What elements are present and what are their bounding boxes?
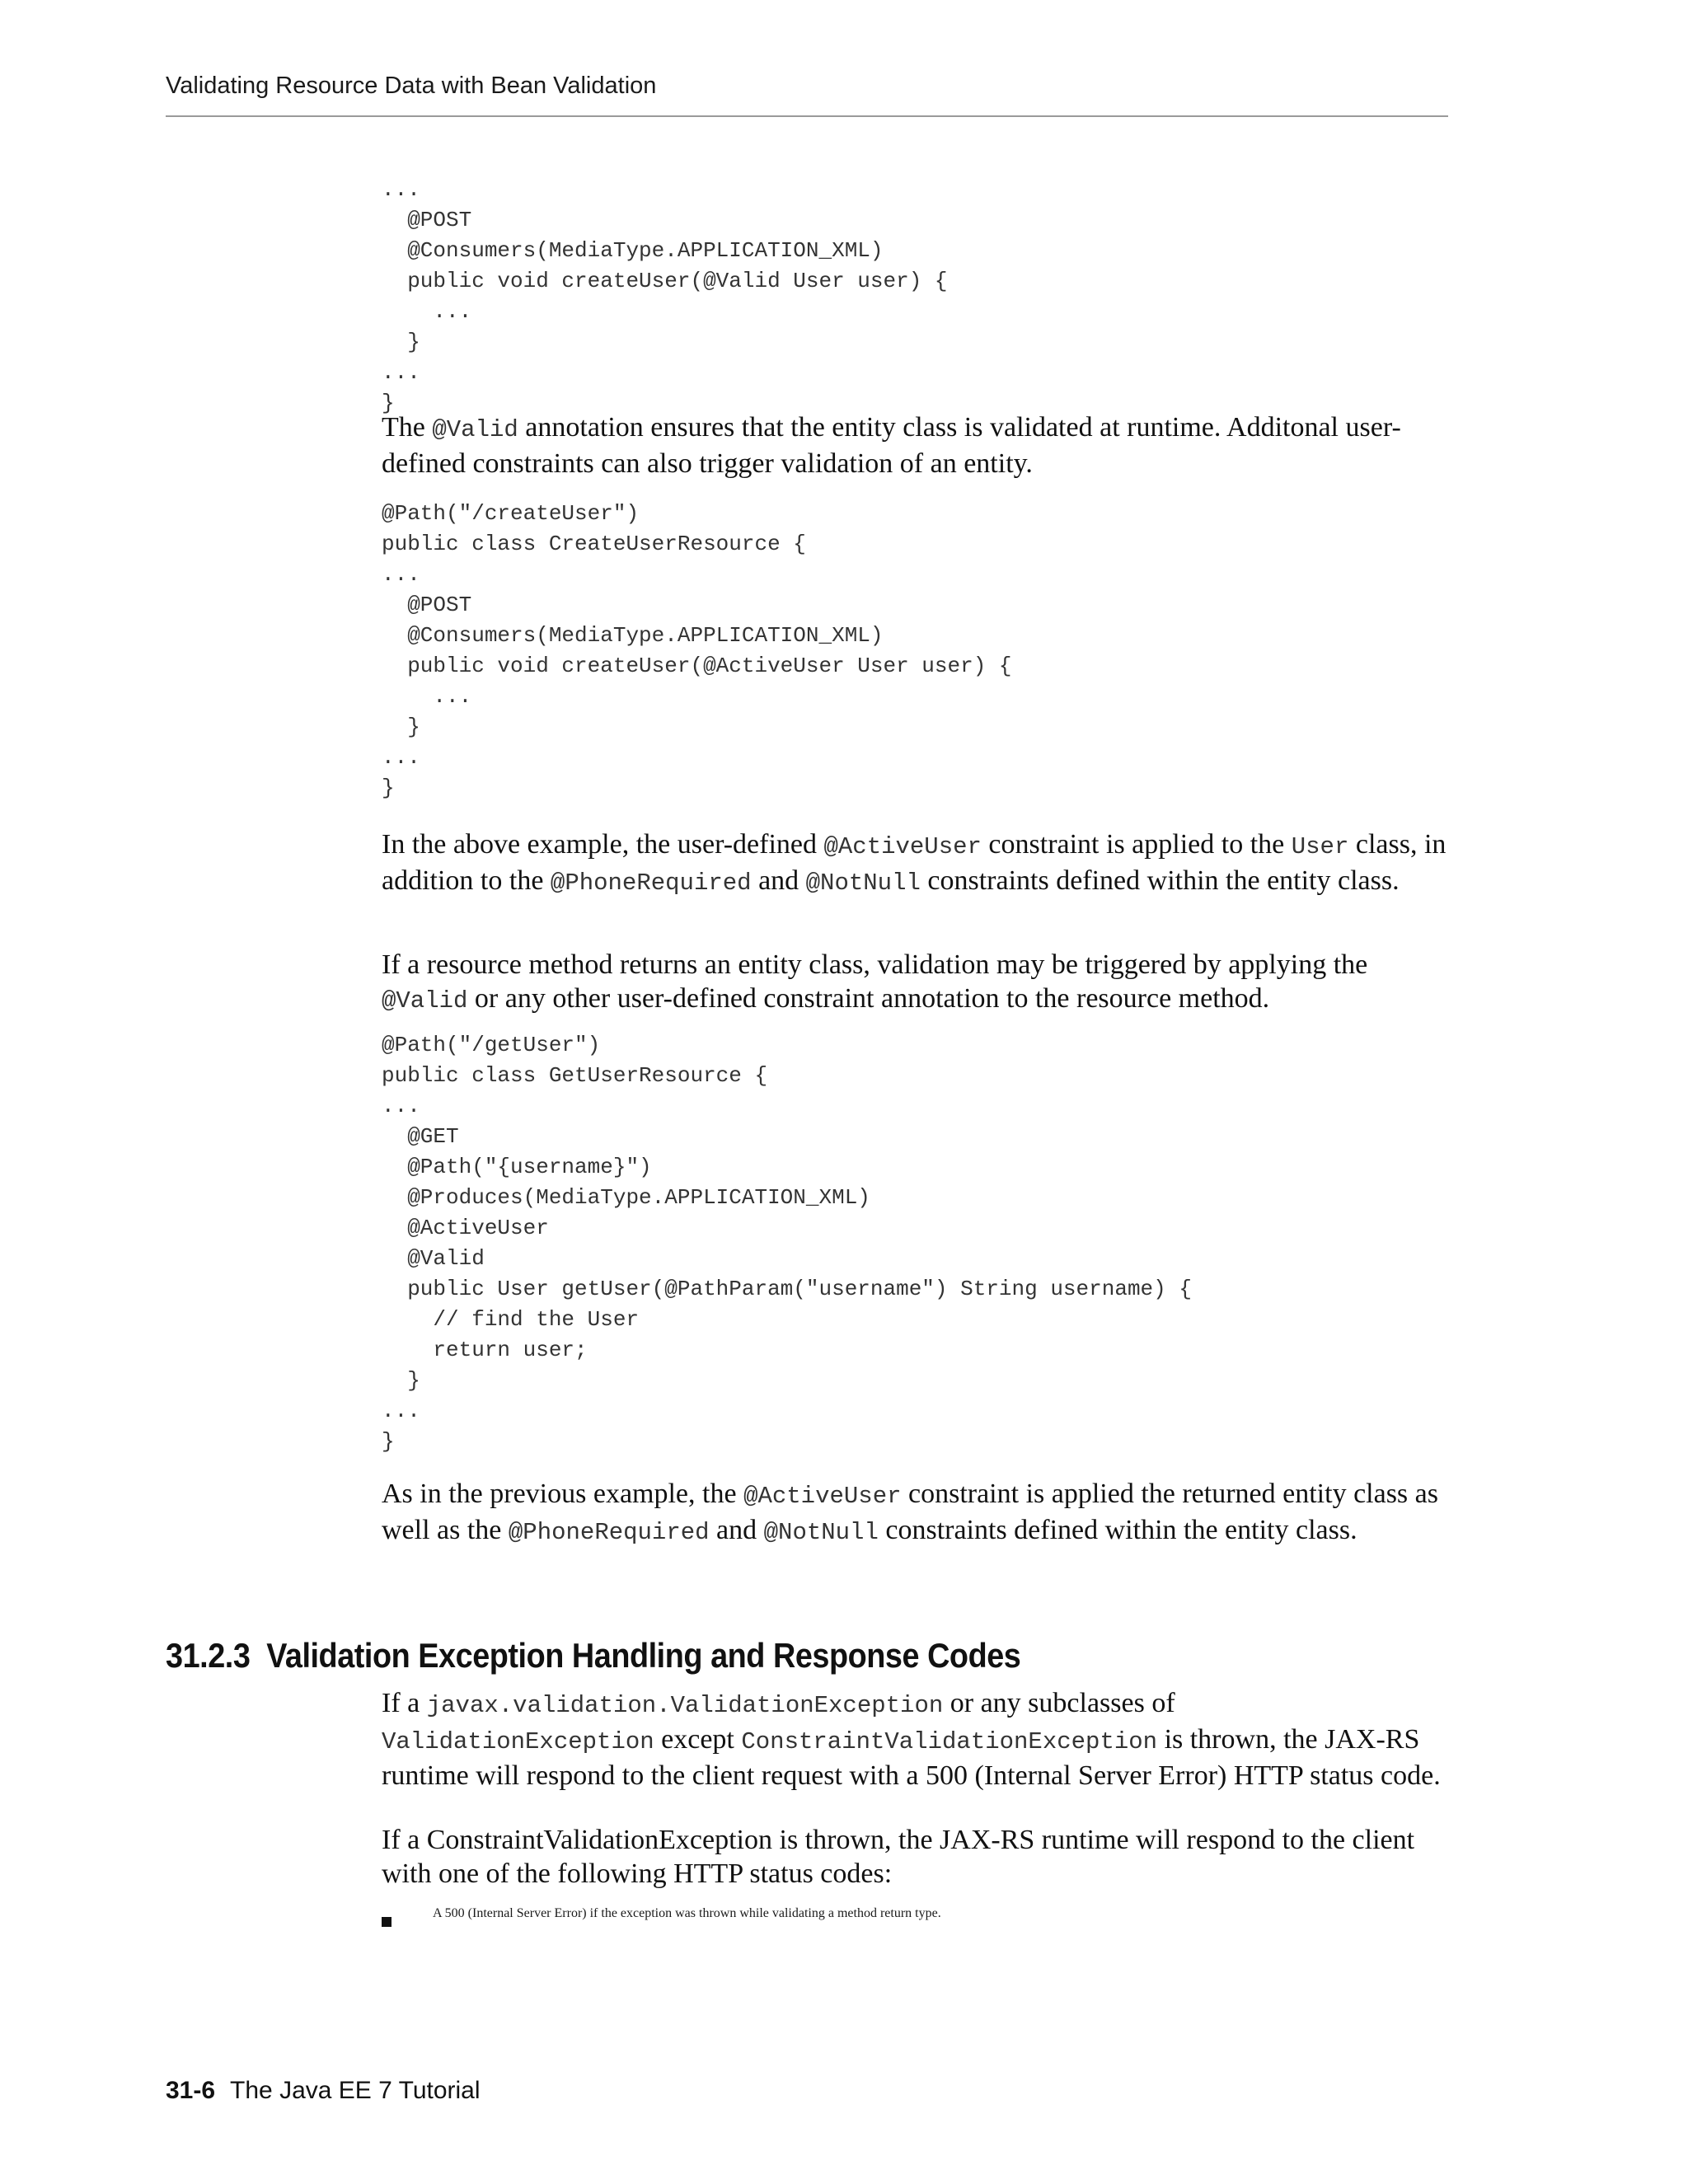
text-run: class, in addition to the	[382, 829, 1447, 896]
paragraph-previous-example	[382, 1477, 1453, 1549]
code-block-create-user-valid: ... @POST @Consumers(MediaType.APPLICATION_XML) public void createUser(@Valid User user) { ... } ... }	[382, 177, 948, 415]
text-run: If a resource method returns an entity class, validation may be triggered by applying the	[382, 949, 1368, 980]
text-run: annotation ensures that the entity class is validated at runtime. Additonal user-defined constraints can also trigger validation of an entity.	[382, 412, 1401, 479]
inline-code: @PhoneRequired	[508, 1519, 710, 1546]
square-bullet-icon	[382, 1917, 392, 1927]
page-footer	[166, 2077, 481, 2105]
text-run: If a	[382, 1688, 427, 1718]
running-header: Validating Resource Data with Bean Validation	[166, 73, 657, 99]
text-run: and	[709, 1515, 764, 1545]
inline-code: @ActiveUser	[823, 833, 982, 860]
page-number: 31-6	[166, 2077, 216, 2104]
text-run: constraints defined within the entity class.	[878, 1515, 1357, 1545]
paragraph-valid-annotation	[382, 410, 1453, 480]
text-run: The	[382, 412, 433, 443]
text-run: except	[654, 1724, 742, 1755]
text-run: is thrown, the JAX-RS runtime will respond to the client request with a 500 (Internal Server Error) HTTP status code.	[382, 1724, 1441, 1791]
inline-code: ConstraintValidationException	[741, 1728, 1158, 1755]
text-run: constraint is applied the returned entity class as well as the	[382, 1479, 1438, 1545]
section-title: Validation Exception Handling and Response Codes	[266, 1636, 1021, 1675]
status-code-list	[382, 1906, 1453, 1921]
section-number: 31.2.3	[166, 1636, 251, 1675]
inline-code: @NotNull	[805, 869, 921, 897]
inline-code: javax.validation.ValidationException	[426, 1692, 944, 1719]
paragraph-resource-method-returns	[382, 948, 1453, 1018]
inline-code: User	[1291, 833, 1349, 860]
inline-code: ValidationException	[382, 1728, 654, 1755]
text-run: constraints defined within the entity class.	[920, 865, 1400, 896]
section-heading	[166, 1636, 1020, 1675]
inline-code: @PhoneRequired	[550, 869, 752, 897]
list-item	[382, 1906, 1453, 1921]
code-block-create-user-resource: @Path("/createUser") public class CreateUserResource { ... @POST @Consumers(MediaType.APPLICATION_XML) public void createUser(@ActiveUser User user) { ... } ... }	[382, 501, 1012, 800]
inline-code: @NotNull	[763, 1519, 879, 1546]
text-run: In the above example, the user-defined	[382, 829, 824, 860]
book-title: The Java EE 7 Tutorial	[230, 2077, 481, 2104]
text-run: and	[751, 865, 806, 896]
text-run: constraint is applied to the	[981, 829, 1292, 860]
header-rule	[166, 115, 1448, 117]
paragraph-active-user-example	[382, 827, 1453, 900]
inline-code: @Valid	[382, 987, 468, 1015]
list-item-text: A 500 (Internal Server Error) if the exception was thrown while validating a method return type.	[433, 1906, 941, 1920]
text-run: As in the previous example, the	[382, 1479, 744, 1509]
inline-code: @ActiveUser	[743, 1483, 902, 1510]
paragraph-validation-exception	[382, 1686, 1453, 1793]
paragraph-constraint-validation-exception: If a ConstraintValidationException is thrown, the JAX-RS runtime will respond to the client with one of the following HTTP status codes:	[382, 1825, 1415, 1889]
code-block-get-user-resource: @Path("/getUser") public class GetUserResource { ... @GET @Path("{username}") @Produces(MediaType.APPLICATION_XML) @ActiveUser @Valid public User getUser(@PathParam("username") String username) { // find the User return user; } ... }	[382, 1033, 1192, 1454]
text-run: or any subclasses of	[943, 1688, 1175, 1718]
inline-code: @Valid	[432, 416, 518, 443]
text-run: or any other user-defined constraint annotation to the resource method.	[467, 983, 1270, 1014]
